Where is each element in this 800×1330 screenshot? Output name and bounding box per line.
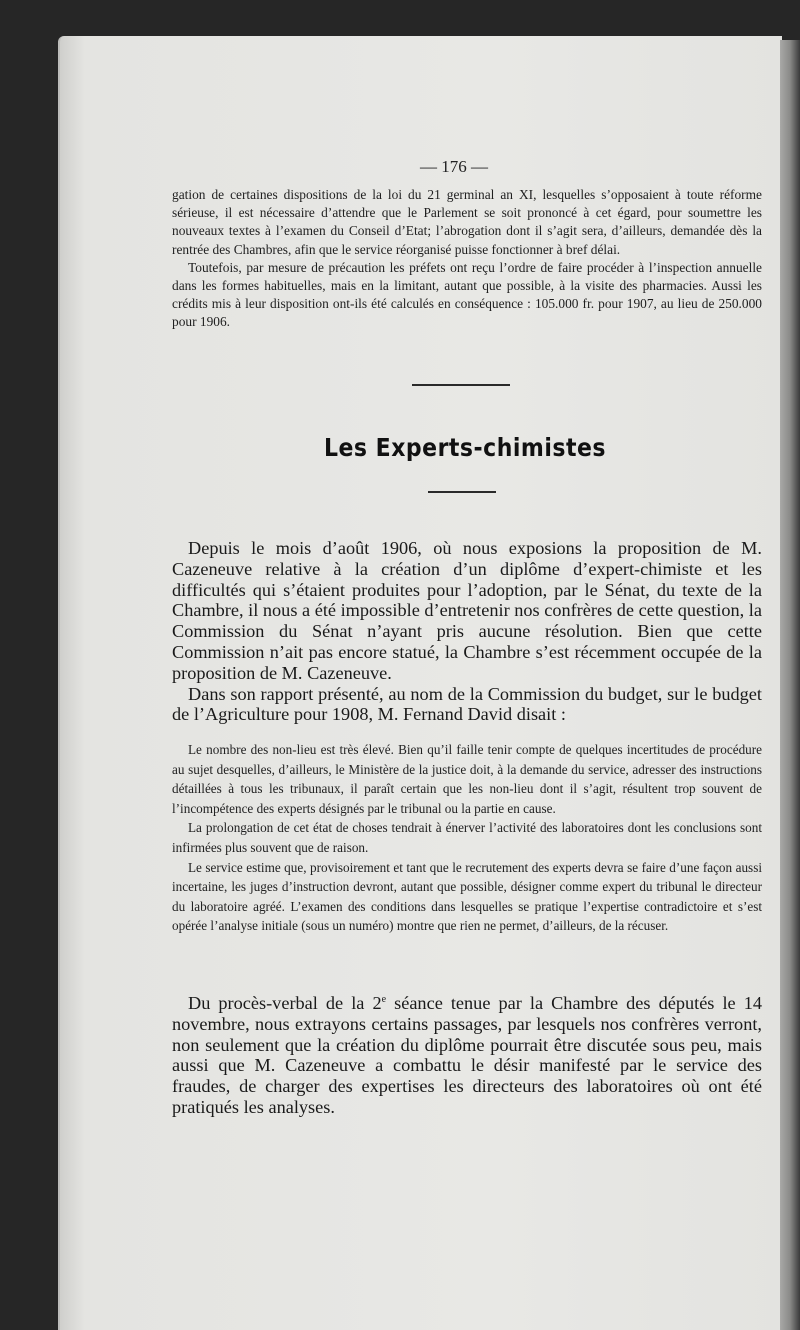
ordinal-superscript: e	[381, 994, 387, 1005]
quote-paragraph-3: Le service estime que, provisoirement et tant que le recrutement des experts devra se faire d’une façon aussi incertaine, les juges d’instruction devront, autant que possible, désigner comme expert du tribunal le directeur du laboratoire agréé. L’examen des conditions dans lesquelles se pratique l’expertise contradictoire et s’est opérée l’analyse initiale (sous un numéro) montre que rien ne permet, d’ailleurs, de la récuser.	[172, 859, 762, 934]
quotation	[172, 740, 762, 936]
body-section	[172, 538, 762, 725]
page-number: — 176 —	[420, 157, 488, 176]
top-paragraph-2: Toutefois, par mesure de précaution les préfets ont reçu l’ordre de faire procéder à l’inspection annuelle dans les formes habituelles, mais en la limitant, autant que possible, à la visite des pharmacies. Aussi les crédits mis à leur disposition ont-ils été calculés en conséquence : 105.000 fr. pour 1907, au lieu de 250.000 pour 1906.	[172, 259, 762, 330]
body-paragraph-1: Depuis le mois d’août 1906, où nous exposions la proposition de M. Cazeneuve relative à la création d’un diplôme d’expert-chimiste et les difficultés qui s’étaient produites pour l’adoption, par le Sénat, du texte de la Chambre, il nous a été impossible d’entretenir nos confrères de cette question, la Commission du Sénat n’ayant pris aucune résolution. Bien que cette Commission n’ait pas encore statué, la Chambre s’est récemment occupée de la proposition de M. Cazeneuve.	[172, 538, 762, 683]
closing-paragraph	[172, 990, 762, 1118]
quote-paragraph-2: La prolongation de cet état de choses tendrait à énerver l’activité des laboratoires dont les conclusions sont infirmées plus souvent que de raison.	[172, 820, 762, 855]
section-title: Les Experts-chimistes	[323, 434, 606, 463]
book-spine-shadow	[780, 40, 800, 1330]
quote-paragraph-1: Le nombre des non-lieu est très élevé. Bien qu’il faille tenir compte de quelques incertitudes de procédure au sujet desquelles, d’ailleurs, le Ministère de la justice doit, à la demande du service, adresser des instructions détaillées à tous les tribunaux, il paraît certain que les non-lieu dont il s’agit, résultent trop souvent de l’incompétence des experts désignés par le tribunal ou la partie en cause.	[172, 742, 762, 816]
top-section	[172, 186, 762, 332]
top-paragraph-1: gation de certaines dispositions de la loi du 21 germinal an XI, lesquelles s’opposaient à toute réforme sérieuse, il est nécessaire d’attendre que le Parlement se soit prononcé à cet égard, pour soumettre les nouveaux textes à l’examen du Conseil d’Etat; l’abrogation dont il s’agit sera, d’ailleurs, demandée dès la rentrée des Chambres, afin que le service réorganisé puisse fonctionner à bref délai.	[172, 187, 762, 257]
closing-rest: séance tenue par la Chambre des députés le 14 novembre, nous extrayons certains passages, par lesquels nos confrères verront, non seulement que la création du diplôme pourrait être discutée sous peu, mais aussi que M. Cazeneuve a combattu le désir manifesté par le service des fraudes, de charger des expertises les directeurs des laboratoires où ont été pratiqués les analyses.	[172, 993, 762, 1118]
section-rule-top	[412, 384, 510, 386]
closing-start: Du procès-verbal de la 2	[188, 993, 382, 1014]
body-paragraph-2: Dans son rapport présenté, au nom de la Commission du budget, sur le budget de l’Agriculture pour 1908, M. Fernand David disait :	[172, 683, 762, 725]
section-rule-bottom	[428, 491, 496, 493]
closing-section	[172, 990, 762, 1118]
